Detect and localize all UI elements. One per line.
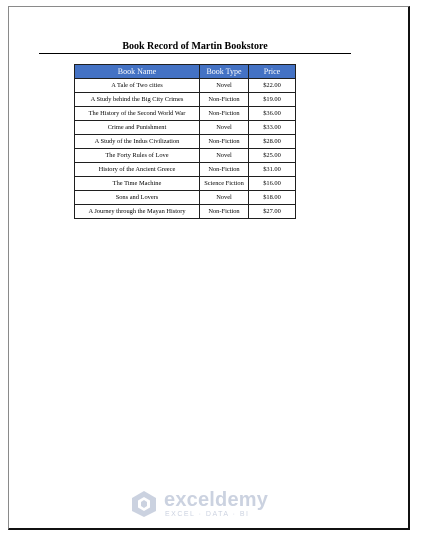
cell-price: $36.00 — [249, 107, 296, 121]
table-row — [75, 79, 296, 93]
cell-book-type: Non-Fiction — [200, 135, 249, 149]
cell-price: $22.00 — [249, 79, 296, 93]
cell-book-type: Science Fiction — [200, 177, 249, 191]
cell-price: $33.00 — [249, 121, 296, 135]
table-row — [75, 149, 296, 163]
watermark-tagline: EXCEL · DATA · BI — [165, 511, 250, 518]
cell-book-type: Novel — [200, 79, 249, 93]
cell-book-type: Non-Fiction — [200, 107, 249, 121]
cell-book-type: Novel — [200, 191, 249, 205]
header-book-name: Book Name — [75, 65, 200, 79]
header-book-type: Book Type — [200, 65, 249, 79]
cell-book-name: Crime and Punishment — [75, 121, 200, 135]
table-row — [75, 205, 296, 219]
cell-book-name: The History of the Second World War — [75, 107, 200, 121]
table-row — [75, 135, 296, 149]
table-row — [75, 93, 296, 107]
cell-book-name: A Tale of Two cities — [75, 79, 200, 93]
cell-book-type: Non-Fiction — [200, 163, 249, 177]
cell-book-name: History of the Ancient Greece — [75, 163, 200, 177]
cell-book-name: The Time Machine — [75, 177, 200, 191]
print-preview-page — [8, 6, 410, 530]
table-row — [75, 191, 296, 205]
cell-book-name: A Study of the Indus Civilization — [75, 135, 200, 149]
cell-price: $31.00 — [249, 163, 296, 177]
cell-book-type: Novel — [200, 121, 249, 135]
cell-book-name: The Forty Rules of Love — [75, 149, 200, 163]
watermark-brand-name: exceldemy — [164, 489, 269, 511]
table-row — [75, 107, 296, 121]
document-title: Book Record of Martin Bookstore — [39, 40, 351, 54]
cell-book-name: A Journey through the Mayan History — [75, 205, 200, 219]
cell-price: $28.00 — [249, 135, 296, 149]
cell-book-type: Novel — [200, 149, 249, 163]
cell-price: $19.00 — [249, 93, 296, 107]
cell-price: $18.00 — [249, 191, 296, 205]
cell-book-type: Non-Fiction — [200, 205, 249, 219]
cell-price: $25.00 — [249, 149, 296, 163]
exceldemy-logo-icon — [130, 490, 158, 518]
table-row — [75, 121, 296, 135]
table-row — [75, 163, 296, 177]
cell-price: $27.00 — [249, 205, 296, 219]
table-row — [75, 177, 296, 191]
header-price: Price — [249, 65, 296, 79]
book-record-table — [74, 64, 296, 219]
exceldemy-watermark — [130, 487, 280, 521]
table-header-row — [75, 65, 296, 79]
cell-book-name: A Study behind the Big City Crimes — [75, 93, 200, 107]
cell-price: $16.00 — [249, 177, 296, 191]
cell-book-name: Sons and Lovers — [75, 191, 200, 205]
cell-book-type: Non-Fiction — [200, 93, 249, 107]
